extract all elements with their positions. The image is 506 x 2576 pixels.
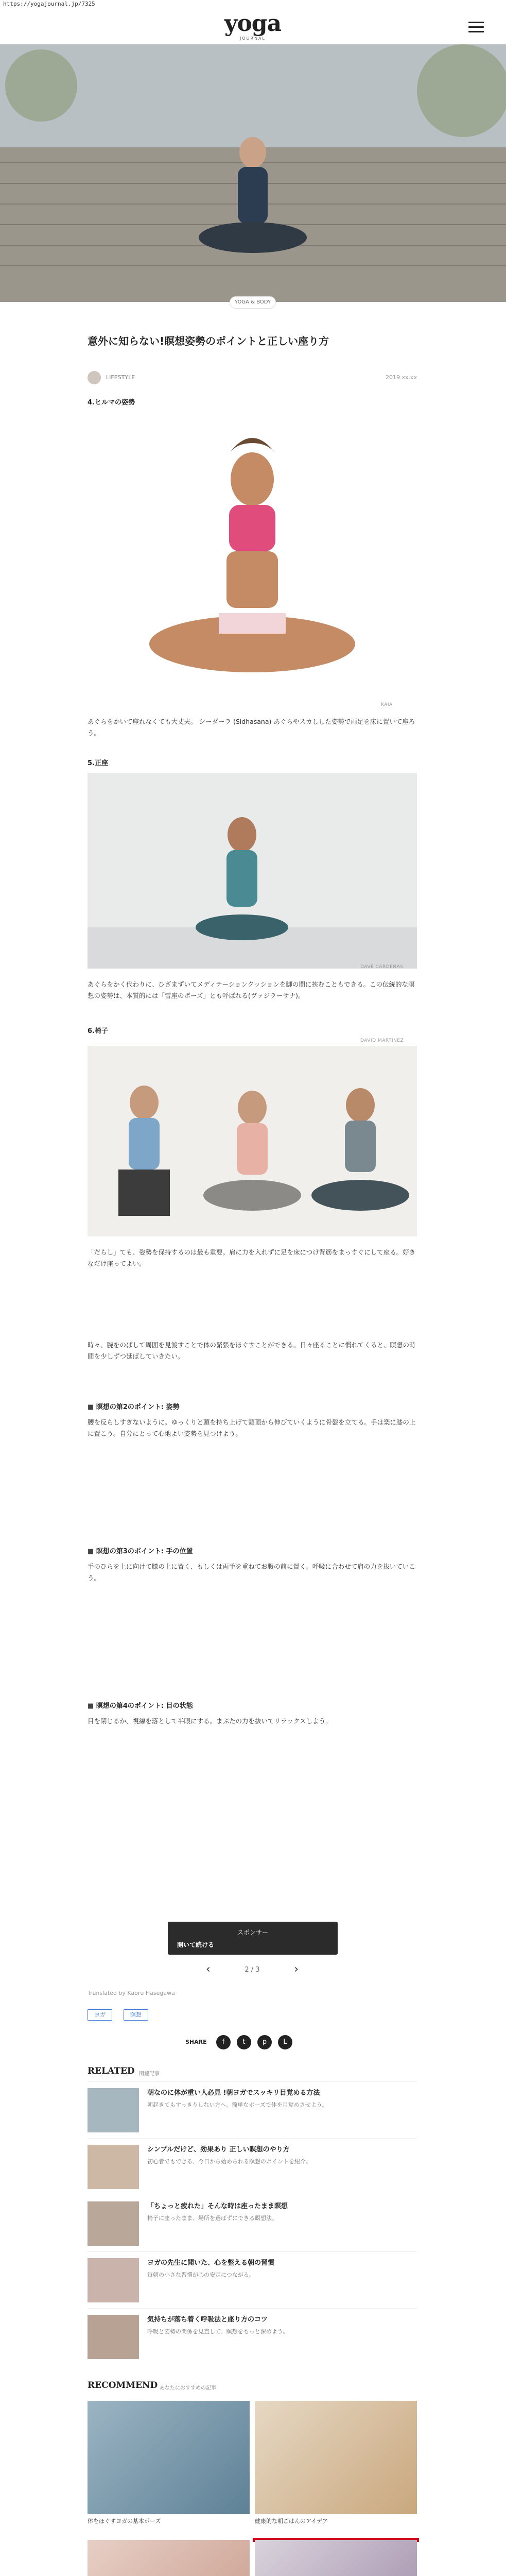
image-credit-2: DAVE CARDENAS [360, 964, 404, 970]
point-heading-3: ■ 瞑想の第3のポイント: 手の位置 [88, 1546, 417, 1555]
related-subtitle: 関連記事 [139, 2071, 160, 2077]
point-heading-4: ■ 瞑想の第4のポイント: 目の状態 [88, 1700, 417, 1710]
line-icon[interactable]: L [278, 2035, 292, 2049]
image-credit-3: DAVID MARTINEZ [360, 1038, 404, 1043]
site-header [0, 8, 506, 44]
share-label: SHARE [185, 2039, 207, 2045]
article-image-3 [88, 1046, 417, 1236]
category-pill[interactable]: YOGA & BODY [230, 296, 276, 309]
related-item[interactable] [88, 2138, 417, 2195]
section-heading-2: 5.正座 [88, 759, 108, 767]
related-desc: 毎朝の小さな習慣が心の安定につながる。 [147, 2272, 255, 2278]
related-thumb [88, 2201, 139, 2246]
related-desc: 呼吸と姿勢の関係を見直して、瞑想をもっと深めよう。 [147, 2328, 289, 2335]
facebook-icon[interactable]: f [216, 2035, 231, 2049]
related-desc: 初心者でもできる、今日から始められる瞑想のポイントを紹介。 [147, 2158, 311, 2165]
related-desc: 椅子に座ったまま、場所を選ばずにできる瞑想法。 [147, 2215, 277, 2222]
author-row [88, 371, 417, 386]
recommend-image [255, 2401, 417, 2514]
related-item[interactable] [88, 2195, 417, 2251]
image-credit-1: KAIA [381, 702, 393, 707]
hero-image [0, 44, 506, 302]
section-heading-3: 6.椅子 [88, 1027, 108, 1035]
article-title: 意外に知らない!瞑想姿勢のポイントと正しい座り方 [88, 335, 329, 347]
section-text-2: あぐらをかく代わりに、ひざまずいてメディテーションクッションを脚の間に挟むこともできる。この伝統的な瞑想の姿勢は、本質的には「雷座のポーズ」とも呼ばれる(ヴァジラーサナ)。 [88, 980, 415, 999]
related-title-text: ヨガの先生に聞いた、心を整える朝の習慣 [147, 2259, 275, 2267]
related-thumb [88, 2258, 139, 2302]
article-image-1 [88, 412, 417, 706]
page-number: 2 / 3 [245, 1966, 260, 1974]
point-heading-2: ■ 瞑想の第2のポイント: 姿勢 [88, 1401, 417, 1411]
point-text-3: 手のひらを上に向けて膝の上に置く、もしくは両手を重ねてお腹の前に置く。呼吸に合わせて肩の力を抜いていこう。 [88, 1563, 415, 1582]
tag-yoga[interactable]: ヨガ [88, 2009, 112, 2021]
twitter-icon[interactable]: t [237, 2035, 251, 2049]
related-title-text: 朝なのに体が重い人必見 !朝ヨガでスッキリ目覚める方法 [147, 2089, 320, 2097]
site-logo-sub: JOURNAL [240, 36, 266, 41]
related-title: RELATED [88, 2066, 135, 2076]
section-text-1: あぐらをかいて座れなくても大丈夫。 シーダーラ (Sidhasana) あぐらやスカしした姿勢で両足を床に置いて座ろう。 [88, 718, 415, 737]
related-title-text: 気持ちが落ち着く呼吸法と座り方のコツ [147, 2316, 268, 2324]
recommend-image [255, 2540, 417, 2576]
section-heading-1: 4.ヒルマの姿勢 [88, 399, 135, 406]
recommend-image [88, 2401, 250, 2514]
ad-line2: 開いて続ける [177, 1941, 215, 1948]
pinterest-icon[interactable]: p [257, 2035, 272, 2049]
related-thumb [88, 2145, 139, 2189]
related-item[interactable] [88, 2251, 417, 2308]
next-page-button[interactable]: › [294, 1963, 299, 1976]
recommend-title: RECOMMEND [88, 2380, 158, 2391]
pagination [201, 1963, 304, 1978]
translation-credit: Translated by Kaoru Hasegawa [88, 1990, 175, 1996]
publish-date: 2019.xx.xx [385, 374, 417, 381]
article-image-2 [88, 773, 417, 969]
related-thumb [88, 2315, 139, 2359]
point-text-2: 腰を反らしすぎないように。ゆっくりと頭を持ち上げて頭頂から伸びていくように骨盤を立てる。手は楽に膝の上に置こう。自分にとって心地よい姿勢を見つけよう。 [88, 1418, 416, 1437]
menu-icon[interactable] [468, 22, 484, 33]
related-thumb [88, 2088, 139, 2132]
related-title-text: シンプルだけど、効果あり 正しい瞑想のやり方 [147, 2146, 290, 2154]
avatar [88, 371, 101, 384]
related-desc: 朝起きてもすっきりしない方へ。簡単なポーズで体を目覚めさせよう。 [147, 2102, 328, 2108]
related-item[interactable] [88, 2308, 417, 2365]
recommend-subtitle: あなたにおすすめの記事 [160, 2385, 217, 2391]
continue-ad-button[interactable] [168, 1922, 338, 1955]
prev-page-button[interactable]: ‹ [206, 1963, 211, 1976]
related-item[interactable] [88, 2081, 417, 2138]
share-bar [185, 2035, 340, 2050]
point-text-4: 目を閉じるか、視線を落として半眼にする。まぶたの力を抜いてリラックスしよう。 [88, 1717, 332, 1725]
ad-line1: スポンサー [237, 1929, 268, 1936]
related-title-text: 「ちょっと疲れた」そんな時は座ったまま瞑想 [147, 2202, 288, 2210]
section-text-4: 時々、腕をのばして周囲を見渡すことで体の緊張をほぐすことができる。日々座ることに慣れてくると、瞑想の時間を少しずつ延ばしていきたい。 [88, 1341, 416, 1360]
section-text-3: 「だらし」ても、姿勢を保持するのは最も重要。肩に力を入れずに足を床につけ背筋をまっすぐにして座る。好きなだけ座ってよい。 [88, 1248, 416, 1267]
browser-url[interactable]: https://yogajournal.jp/7325 [0, 0, 506, 8]
tag-meditation[interactable]: 瞑想 [124, 2009, 148, 2021]
author-name[interactable]: LIFESTYLE [106, 374, 135, 381]
recommend-caption: 健康的な朝ごはんのアイデア [255, 2518, 328, 2524]
site-logo[interactable]: yoga [224, 10, 282, 37]
recommend-caption: 体をほぐすヨガの基本ポーズ [88, 2518, 161, 2524]
recommend-image [88, 2540, 250, 2576]
